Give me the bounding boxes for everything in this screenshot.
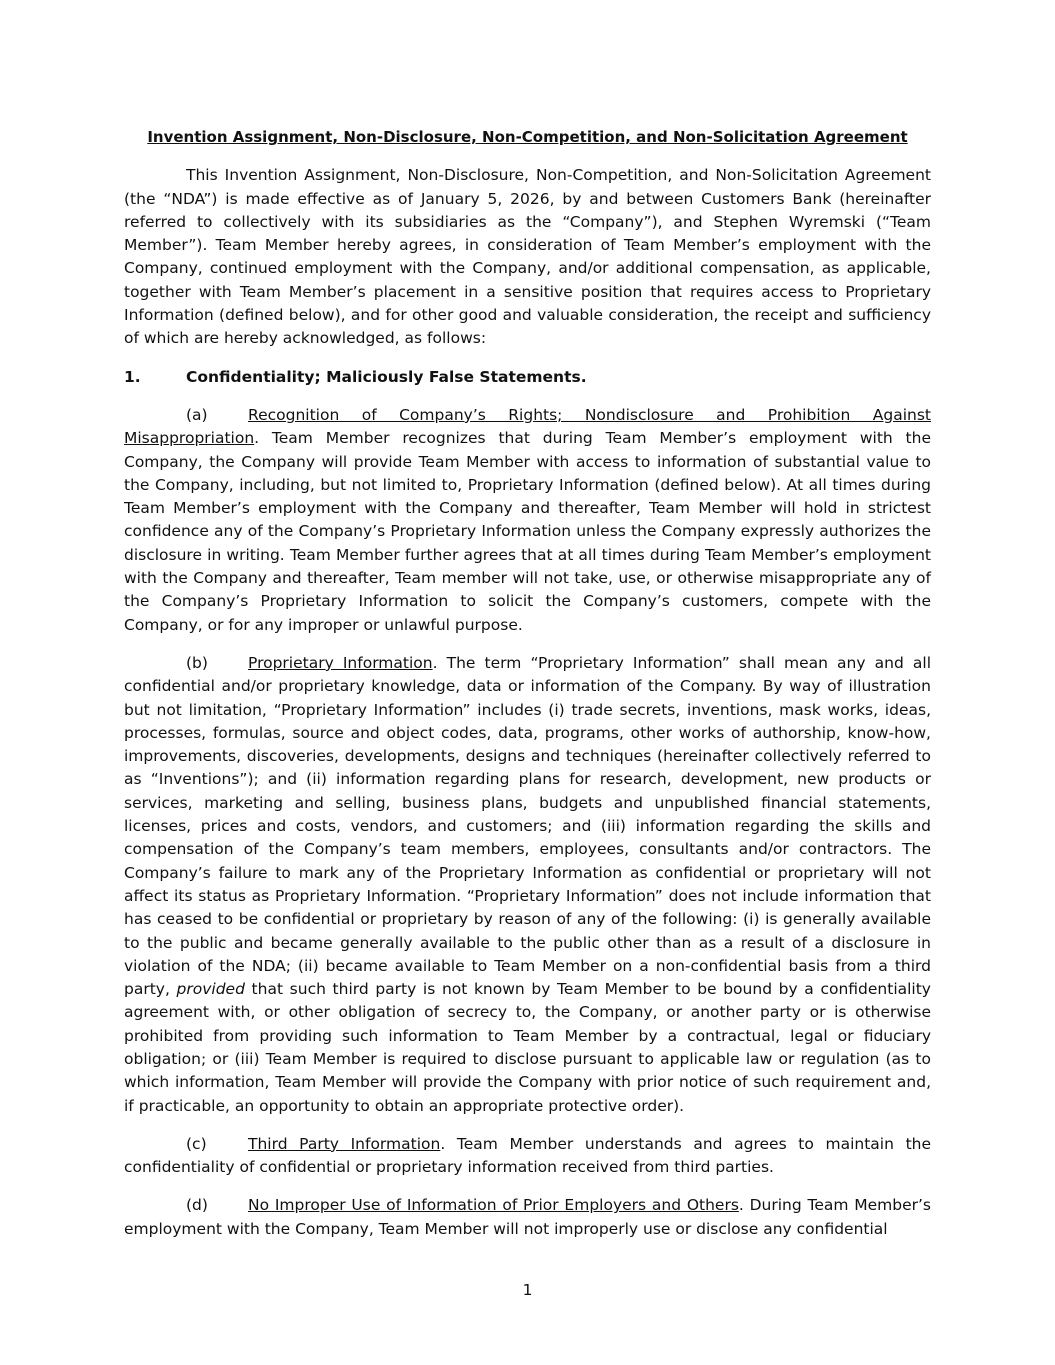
paragraph-d-heading: No Improper Use of Information of Prior Employers and Others: [248, 1196, 739, 1215]
paragraph-b-body-part-1: . The term “Proprietary Information” shall mean any and all confidential and/or proprietary knowledge, data or information of the Company. By way of illustration but not limitation, “Proprietary Information” includes (i) trade secrets, inventions, mask works, ideas, processes, formulas, source and object codes, data, programs, other works of authorship, know-how, improvements, discoveries, developments, designs and techniques (hereinafter collectively referred to as “Inventions”); and (ii) information regarding plans for research, development, new products or services, marketing and selling, business plans, budgets and unpublished financial statements, licenses, prices and costs, vendors, and customers; and (iii) information regarding the skills and compensation of the Company’s team members, employees, consultants and/or contractors. The Company’s failure to mark any of the Proprietary Information as confidential or proprietary will not affect its status as Proprietary Information. “Proprietary Information” does not include information that has ceased to be confidential or proprietary by reason of any of the following: (i) is generally available to the public and became generally available to the public other than as a result of a disclosure in violation of the NDA; (ii) became available to Team Member on a non-confidential basis from a third party,: [124, 653, 931, 999]
intro-paragraph: This Invention Assignment, Non-Disclosure, Non-Competition, and Non-Solicitation Agreement (the “NDA”) is made effective as of January 5, 2026, by and between Customers Bank (hereinafter referred to collectively with its subsidiaries as the “Company”), and Stephen Wyremski (“Team Member”). Team Member hereby agrees, in consideration of Team Member’s employment with the Company, continued employment with the Company, and/or additional compensation, as applicable, together with Team Member’s placement in a sensitive position that requires access to Proprietary Information (defined below), and for other good and valuable consideration, the receipt and sufficiency of which are hereby acknowledged, as follows:: [124, 166, 931, 348]
paragraph-b-italic-term: provided: [176, 980, 245, 999]
paragraph-d-body: . During Team Member’s employment with the Company, Team Member will not improperly use or disclose any confidential: [124, 1196, 931, 1238]
paragraph-b: [124, 652, 931, 1118]
document-title: Invention Assignment, Non-Disclosure, Non-Competition, and Non-Solicitation Agreement: [147, 128, 908, 146]
paragraph-b-label: (b): [186, 653, 208, 672]
section-1-number: 1.: [124, 367, 141, 386]
paragraph-c-body: . Team Member understands and agrees to maintain the confidentiality of confidential or proprietary information received from third parties.: [124, 1134, 931, 1177]
section-1-heading: [124, 366, 931, 389]
paragraph-d-label: (d): [186, 1196, 208, 1215]
page-number: 1: [522, 1281, 533, 1299]
section-1-title: Confidentiality; Maliciously False Statements.: [186, 367, 587, 386]
paragraph-d: [124, 1194, 931, 1241]
paragraph-b-body-part-2: that such third party is not known by Team Member to be bound by a confidentiality agreement with, or other obligation of secrecy to, the Company, or another party or is otherwise prohibited from providing such information to Team Member by a contractual, legal or fiduciary obligation; or (iii) Team Member is required to disclose pursuant to applicable law or regulation (as to which information, Team Member will provide the Company with prior notice of such requirement and, if practicable, an opportunity to obtain an appropriate protective order).: [124, 980, 931, 1115]
paragraph-a-body: . Team Member recognizes that during Team Member’s employment with the Company, the Company will provide Team Member with access to information of substantial value to the Company, including, but not limited to, Proprietary Information (defined below). At all times during Team Member’s employment with the Company and thereafter, Team Member will hold in strictest confidence any of the Company’s Proprietary Information unless the Company expressly authorizes the disclosure in writing. Team Member further agrees that at all times during Team Member’s employment with the Company and thereafter, Team member will not take, use, or otherwise misappropriate any of the Company’s Proprietary Information to solicit the Company’s customers, compete with the Company, or for any improper or unlawful purpose.: [124, 429, 931, 634]
paragraph-a-label: (a): [186, 405, 208, 424]
paragraph-a: [124, 404, 931, 637]
paragraph-c-label: (c): [186, 1134, 207, 1153]
document-page: [124, 126, 931, 1256]
paragraph-a-heading: Recognition of Company’s Rights; Nondisclosure and Prohibition Against Misappropriation: [124, 405, 931, 448]
paragraph-c-heading: Third Party Information: [248, 1134, 441, 1153]
paragraph-b-heading: Proprietary Information: [248, 653, 433, 672]
paragraph-c: [124, 1133, 931, 1180]
